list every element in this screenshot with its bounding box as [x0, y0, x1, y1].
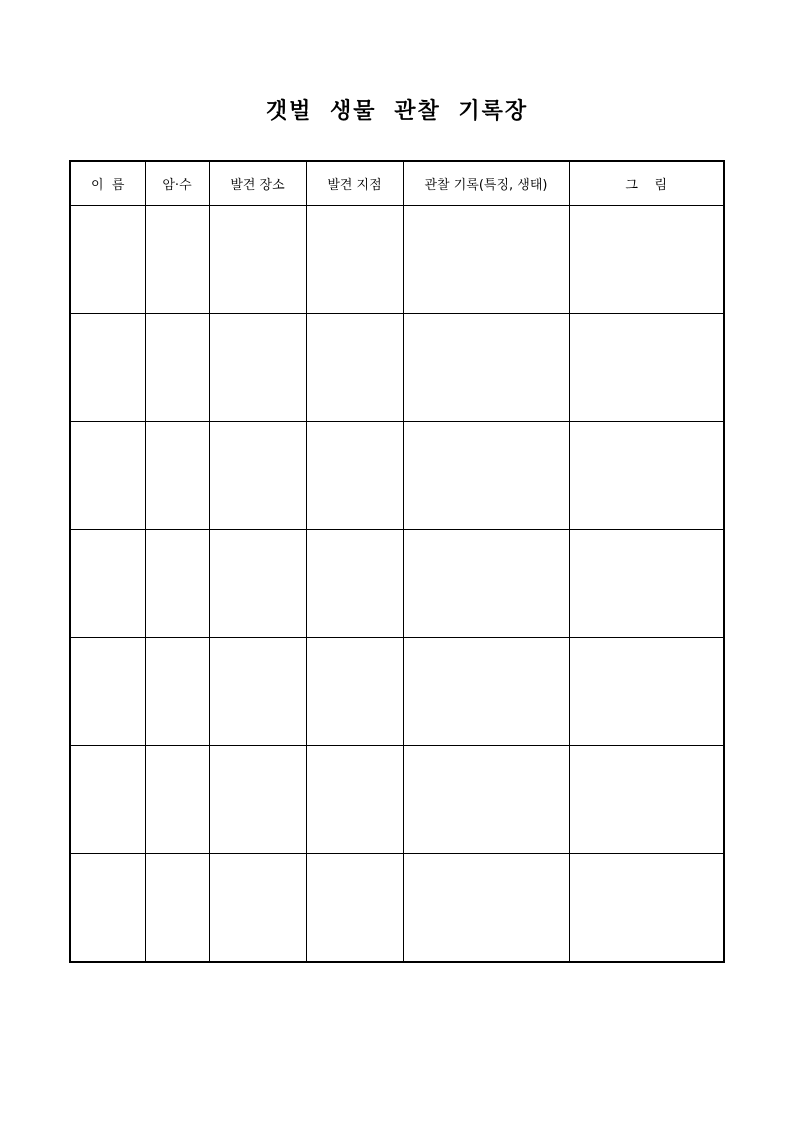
- observation-notes-cell[interactable]: [403, 206, 569, 314]
- table-body: [70, 206, 724, 963]
- table-row: [70, 638, 724, 746]
- found-spot-cell[interactable]: [306, 746, 403, 854]
- found-spot-cell[interactable]: [306, 638, 403, 746]
- sex-cell[interactable]: [145, 638, 209, 746]
- found-spot-cell[interactable]: [306, 854, 403, 963]
- drawing-cell[interactable]: [569, 530, 724, 638]
- sex-cell[interactable]: [145, 746, 209, 854]
- sex-cell[interactable]: [145, 854, 209, 963]
- name-cell[interactable]: [70, 746, 145, 854]
- observation-notes-cell[interactable]: [403, 638, 569, 746]
- table-row: [70, 206, 724, 314]
- drawing-cell[interactable]: [569, 746, 724, 854]
- observation-notes-cell[interactable]: [403, 746, 569, 854]
- found-spot-cell[interactable]: [306, 422, 403, 530]
- drawing-cell[interactable]: [569, 638, 724, 746]
- observation-notes-cell[interactable]: [403, 530, 569, 638]
- found-spot-cell[interactable]: [306, 530, 403, 638]
- found-spot-cell[interactable]: [306, 206, 403, 314]
- sex-cell[interactable]: [145, 530, 209, 638]
- table-row: [70, 422, 724, 530]
- found-place-cell[interactable]: [209, 422, 306, 530]
- drawing-cell[interactable]: [569, 314, 724, 422]
- name-cell[interactable]: [70, 854, 145, 963]
- header-found-place: 발견 장소: [209, 161, 306, 206]
- header-found-spot: 발견 지점: [306, 161, 403, 206]
- table-row: [70, 314, 724, 422]
- sex-cell[interactable]: [145, 314, 209, 422]
- header-name: 이 름: [70, 161, 145, 206]
- table-row: [70, 530, 724, 638]
- drawing-cell[interactable]: [569, 422, 724, 530]
- found-place-cell[interactable]: [209, 746, 306, 854]
- found-spot-cell[interactable]: [306, 314, 403, 422]
- found-place-cell[interactable]: [209, 638, 306, 746]
- name-cell[interactable]: [70, 422, 145, 530]
- name-cell[interactable]: [70, 314, 145, 422]
- name-cell[interactable]: [70, 206, 145, 314]
- found-place-cell[interactable]: [209, 314, 306, 422]
- name-cell[interactable]: [70, 638, 145, 746]
- observation-table: [69, 160, 725, 963]
- found-place-cell[interactable]: [209, 854, 306, 963]
- header-sex: 암·수: [145, 161, 209, 206]
- observation-notes-cell[interactable]: [403, 422, 569, 530]
- observation-notes-cell[interactable]: [403, 314, 569, 422]
- drawing-cell[interactable]: [569, 206, 724, 314]
- header-row: [70, 161, 724, 206]
- observation-notes-cell[interactable]: [403, 854, 569, 963]
- drawing-cell[interactable]: [569, 854, 724, 963]
- header-observation-notes: 관찰 기록(특징, 생태): [403, 161, 569, 206]
- found-place-cell[interactable]: [209, 206, 306, 314]
- name-cell[interactable]: [70, 530, 145, 638]
- sex-cell[interactable]: [145, 422, 209, 530]
- table-row: [70, 746, 724, 854]
- page-title: 갯벌 생물 관찰 기록장: [265, 98, 529, 124]
- header-drawing: 그 림: [569, 161, 724, 206]
- sex-cell[interactable]: [145, 206, 209, 314]
- found-place-cell[interactable]: [209, 530, 306, 638]
- table-row: [70, 854, 724, 963]
